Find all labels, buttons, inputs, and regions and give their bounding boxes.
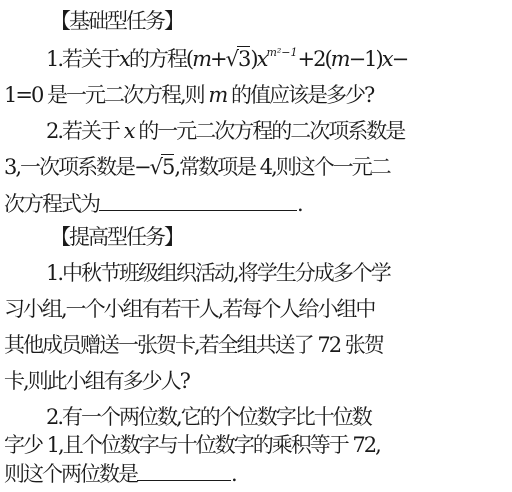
text: +2( xyxy=(297,47,331,71)
section-title-advanced xyxy=(0,222,512,252)
variable-m: m xyxy=(192,47,211,71)
variable-m: m xyxy=(208,83,227,107)
text: 其他成员赠送一张贺卡,若全组共送了 72 张贺 xyxy=(4,333,383,357)
variable-x: x xyxy=(123,119,134,143)
radicand: 5 xyxy=(162,155,174,179)
question-3-line-3 xyxy=(0,330,512,360)
text: . xyxy=(297,192,302,216)
text: 若关于 xyxy=(62,47,120,71)
answer-blank[interactable] xyxy=(99,188,297,211)
section-title-basic xyxy=(0,6,512,36)
text: ) xyxy=(250,47,257,71)
text: + xyxy=(210,47,226,71)
radical-sign: √ xyxy=(225,47,238,71)
text: 字少 1,且个位数字与十位数字的乘积等于 72, xyxy=(4,433,380,457)
question-4-line-2 xyxy=(0,430,512,460)
text: . xyxy=(231,462,236,486)
square-root-3 xyxy=(226,44,251,74)
text: 中秋节班级组织活动,将学生分成多个学 xyxy=(62,261,390,285)
text: 若关于 xyxy=(62,119,120,143)
variable-x: x xyxy=(381,47,392,71)
text: 则这个两位数是 xyxy=(4,462,137,486)
section-title-text: 【基础型任务】 xyxy=(50,9,183,33)
variable-x: x xyxy=(119,47,129,71)
text: 3,一次项系数是− xyxy=(4,155,150,179)
variable-x: x xyxy=(256,47,267,71)
question-number: 1. xyxy=(46,47,63,71)
section-title-text: 【提高型任务】 xyxy=(50,225,183,249)
question-3-line-1 xyxy=(0,258,512,288)
variable-m: m xyxy=(330,47,349,71)
text: ,常数项是 4,则这个一元二 xyxy=(174,155,390,179)
text: 次方程式为 xyxy=(4,192,99,216)
text: 习小组,一个小组有若干人,若每个人给小组中 xyxy=(4,297,375,321)
text: − xyxy=(391,47,408,71)
question-2-line-2 xyxy=(0,152,512,182)
text: 的一元二次方程的二次项系数是 xyxy=(138,119,405,143)
text: 有一个两位数,它的个位数字比十位数 xyxy=(62,405,371,429)
question-1-line-2 xyxy=(0,80,512,110)
question-number: 2. xyxy=(46,405,63,429)
text: 卡,则此小组有多少人? xyxy=(4,369,189,393)
question-4-line-3 xyxy=(0,458,512,488)
question-number: 1. xyxy=(46,261,63,285)
question-2-line-1 xyxy=(0,116,512,146)
text: 的值应该是多少? xyxy=(230,83,374,107)
question-1-line-1 xyxy=(0,44,512,74)
square-root-5 xyxy=(150,152,175,182)
radical-sign: √ xyxy=(149,155,162,179)
text: −1) xyxy=(348,47,382,71)
question-3-line-2 xyxy=(0,294,512,324)
question-4-line-1 xyxy=(0,402,512,432)
text: 1=0 是一元二次方程,则 xyxy=(4,83,204,107)
question-3-line-4 xyxy=(0,366,512,396)
text: 的方程( xyxy=(128,47,193,71)
question-2-line-3 xyxy=(0,188,512,218)
radicand: 3 xyxy=(238,47,250,71)
question-number: 2. xyxy=(46,119,63,143)
answer-blank[interactable] xyxy=(137,458,231,481)
exponent: m²−1 xyxy=(266,46,298,59)
